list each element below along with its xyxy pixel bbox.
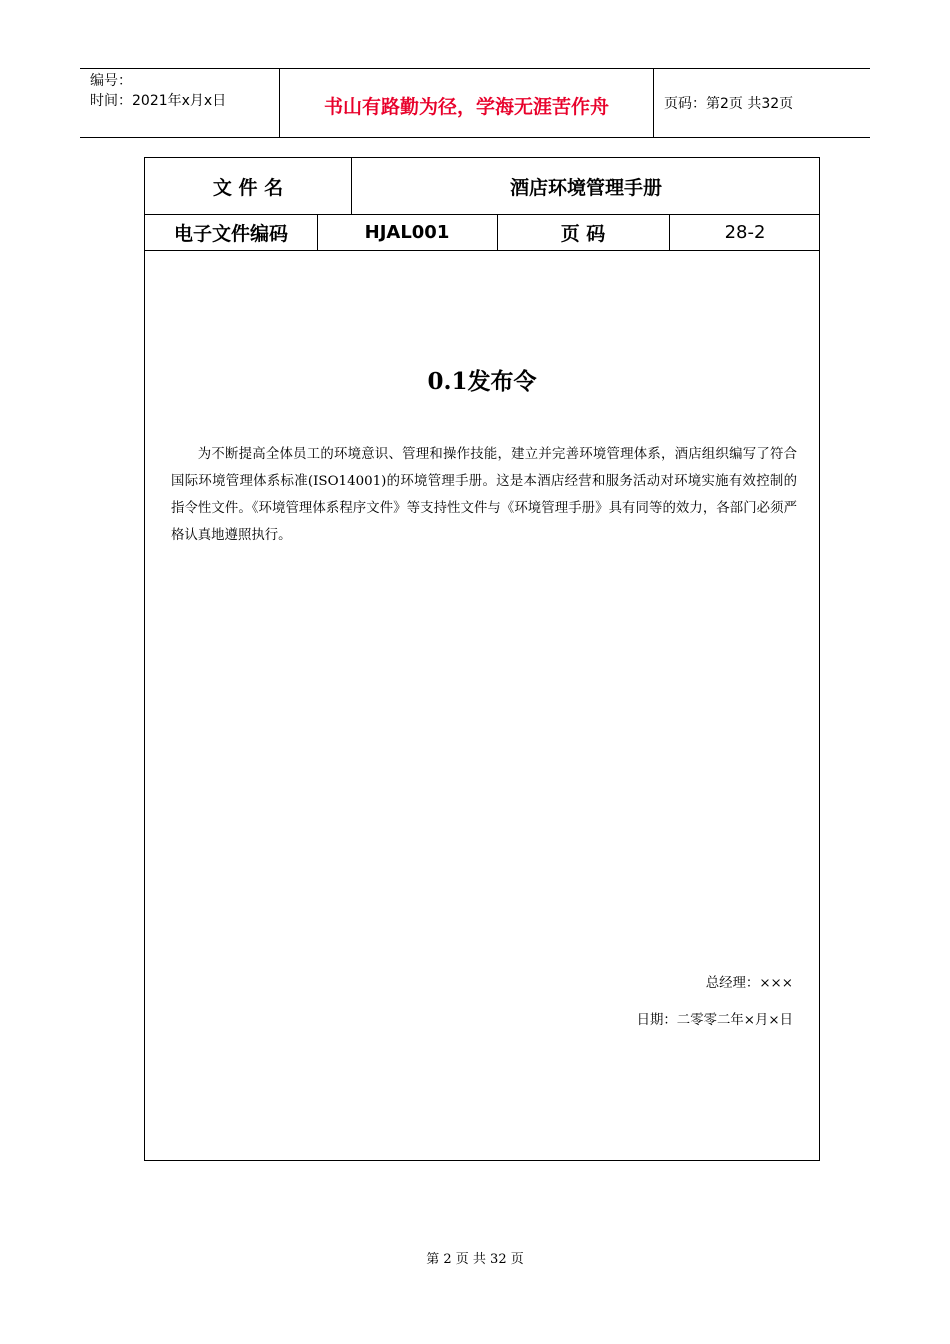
code-row	[145, 214, 819, 251]
code-label: 电子文件编码	[173, 222, 288, 245]
page-value: 28-2	[724, 221, 766, 243]
header-page-info: 页码：第2页 共32页	[664, 96, 794, 112]
file-name-row	[145, 158, 819, 215]
document-frame	[144, 157, 820, 1161]
header-motto: 书山有路勤为径，学海无涯苦作舟	[280, 69, 654, 137]
page-footer: 第 2 页 共 32 页	[426, 1252, 524, 1267]
file-name-value: 酒店环境管理手册	[509, 176, 662, 199]
page-header	[80, 68, 870, 138]
number-label: 编号：	[90, 73, 132, 89]
section-title: 0.1发布令	[427, 368, 537, 395]
date-line: 日期：二零零二年×月×日	[636, 1013, 793, 1028]
time-label: 时间：2021年x月x日	[90, 93, 227, 109]
body-paragraph: 为不断提高全体员工的环境意识、管理和操作技能，建立并完善环境管理体系，酒店组织编写了符合国际环境管理体系标准(ISO14001)的环境管理手册。这是本酒店经营和服务活动对环境实施有效控制的指令性文件。《环境管理体系程序文件》等支持性文件与《环境管理手册》具有同等的效力，各部门必须严格认真地遵照执行。	[171, 447, 797, 543]
code-value: HJAL001	[364, 221, 450, 243]
header-meta	[80, 69, 280, 137]
page-label: 页 码	[560, 222, 606, 245]
file-name-label: 文 件 名	[212, 176, 284, 199]
signature-line: 总经理：×××	[705, 976, 793, 991]
